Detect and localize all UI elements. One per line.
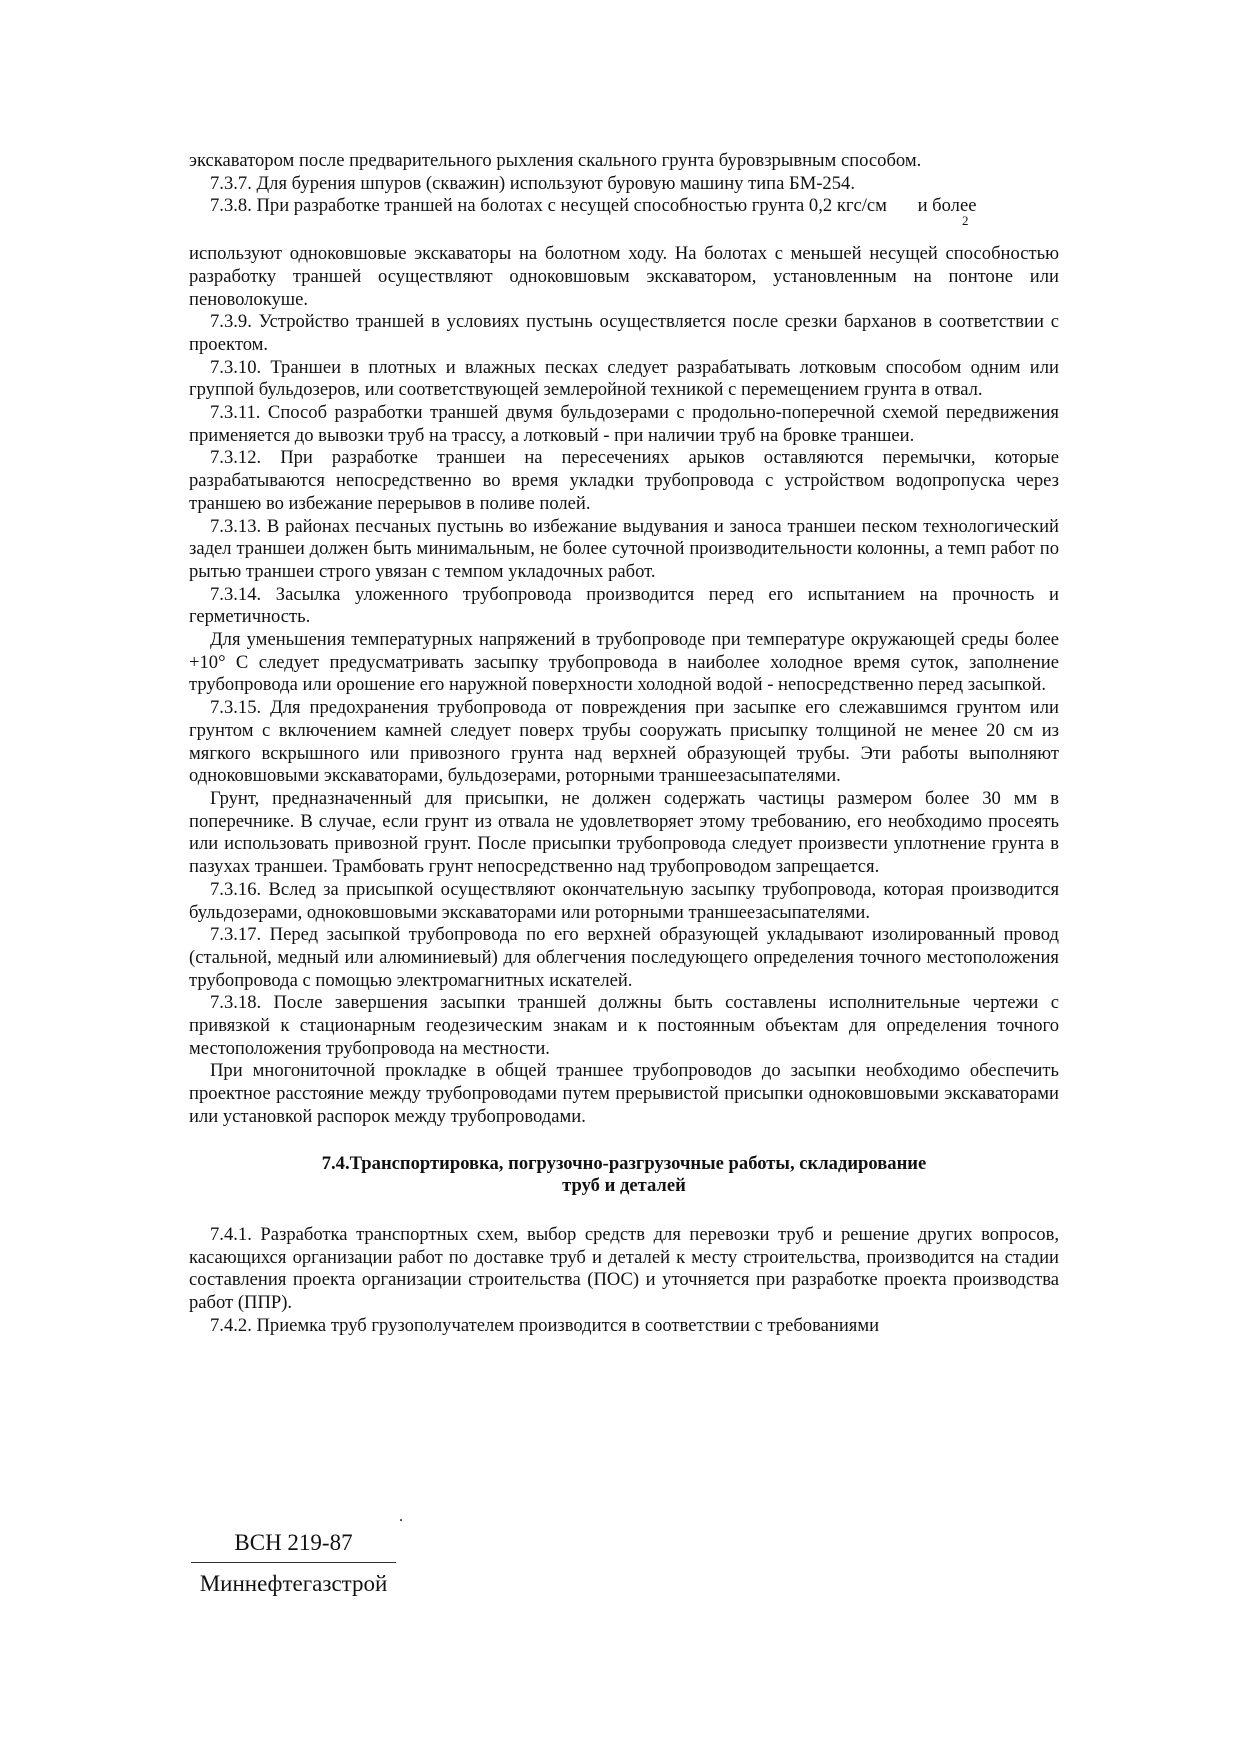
- stray-mark: .: [399, 1508, 403, 1525]
- paragraph-7-3-8-tail: и более: [912, 195, 977, 217]
- paragraph-p16: При многониточной прокладке в общей траншее трубопроводов до засыпки необходимо обеспечить проектное расстояние между трубопроводами путем прерывистой присыпки одноковшовыми экскаваторами или установкой распорок между трубопроводами.: [189, 1060, 1059, 1127]
- paragraph-list: [189, 243, 1059, 1128]
- paragraph-p18: 7.4.2. Приемка труб грузополучателем производится в соответствии с требованиями: [210, 1314, 880, 1336]
- paragraph-p9: 7.3.14. Засылка уложенного трубопровода производится перед его испытанием на прочность и герметичность.: [189, 583, 1059, 628]
- footer-stamp: [191, 1528, 396, 1599]
- paragraph-p11: 7.3.15. Для предохранения трубопровода от повреждения при засыпке его слежавшимся грунтом или грунтом с включением камней следует поверх трубы сооружать присыпку толщиной не менее 20 см из мягкого вскрышного или привозного грунта над верхней образующей трубы. Эти работы выполняют одноковшовыми экскаваторами, бульдозерами, роторными траншеезасыпателями.: [189, 697, 1059, 787]
- paragraph-p17: 7.4.1. Разработка транспортных схем, выбор средств для перевозки труб и решение других вопросов, касающихся организации работ по доставке труб и деталей к месту строительства, производится на стадии составления проекта организации строительства (ПОС) и уточняется при разработке проекта производства работ (ППР).: [189, 1223, 1059, 1314]
- section-heading-line-2: труб и деталей: [562, 1175, 686, 1197]
- paragraph-p3: используют одноковшовые экскаваторы на болотном ходу. На болотах с меньшей несущей способностью разработку траншей осуществляют одноковшовым экскаватором, установленным на понтоне или пеноволокуше.: [189, 243, 1059, 310]
- organization-name: Миннефтегазстрой: [199, 1571, 388, 1596]
- paragraph-p4: 7.3.9. Устройство траншей в условиях пустынь осуществляется после срезки барханов в соответствии с проектом.: [189, 311, 1059, 355]
- paragraph-p13: 7.3.16. Вслед за присыпкой осуществляют окончательную засыпку трубопровода, которая производится бульдозерами, одноковшовыми экскаваторами или роторными траншеезасыпателями.: [189, 878, 1059, 923]
- paragraph-p14: 7.3.17. Перед засыпкой трубопровода по его верхней образующей укладывают изолированный провод (стальной, медный или алюминиевый) для облегчения последующего определения точного местоположения трубопровода с помощью электромагнитных искателей.: [189, 924, 1059, 991]
- paragraph-p15: 7.3.18. После завершения засыпки траншей должны быть составлены исполнительные чертежи с привязкой к стационарным геодезическим знакам и к постоянным объектам для определения точного местоположения трубопровода на местности.: [189, 992, 1059, 1059]
- section-heading-line-1: 7.4.Транспортировка, погрузочно-разгрузочные работы, складирование: [321, 1152, 927, 1174]
- paragraph-p7: 7.3.12. При разработке траншеи на пересечениях арыков оставляются перемычки, которые разрабатываются непосредственно во время укладки трубопровода с устройством водопропуска через траншею во избежание перерывов в поливе полей.: [189, 447, 1059, 514]
- paragraph-p5: 7.3.10. Траншеи в плотных и влажных песках следует разрабатывать лотковым способом одним или группой бульдозеров, или соответствующей землеройной техникой с перемещением грунта в отвал.: [189, 356, 1059, 401]
- paragraph-list-after: [189, 1224, 1059, 1338]
- paragraph-7-3-7: 7.3.7. Для бурения шпуров (скважин) используют буровую машину типа БМ-254.: [210, 172, 855, 194]
- section-heading: [189, 1153, 1059, 1198]
- document-code: ВСН 219-87: [191, 1528, 396, 1563]
- paragraph-p10: Для уменьшения температурных напряжений в трубопроводе при температуре окружающей среды более +10° С следует предусматривать засыпку трубопровода в наиболее холодное время суток, заполнение трубопровода или орошение его наружной поверхности холодной водой - непосредственно перед засыпкой.: [189, 629, 1059, 696]
- paragraph-p12: Грунт, предназначенный для присыпки, не должен содержать частицы размером более 30 мм в поперечнике. В случае, если грунт из отвала не удовлетворяет этому требованию, его необходимо просеять или использовать привозной грунт. После присыпки трубопровода следует произвести уплотнение грунта в пазухах траншеи. Трамбовать грунт непосредственно над трубопроводом запрещается.: [189, 787, 1059, 878]
- paragraph-7-3-8-line: [189, 195, 1059, 229]
- superscript-2: 2: [962, 213, 969, 229]
- paragraph-p6: 7.3.11. Способ разработки траншей двумя бульдозерами с продольно-поперечной схемой передвижения применяется до вывозки труб на трассу, а лотковый - при наличии труб на бровке траншеи.: [189, 402, 1059, 446]
- paragraph-0: экскаватором после предварительного рыхления скального грунта буровзрывным способом.: [189, 150, 922, 171]
- document-page: [189, 150, 1059, 1337]
- paragraph-7-3-8-text: 7.3.8. При разработке траншей на болотах с несущей способностью грунта 0,2 кгс/см: [210, 195, 887, 217]
- paragraph-p8: 7.3.13. В районах песчаных пустынь во избежание выдувания и заноса траншеи песком технологический задел траншеи должен быть минимальным, не более суточной производительности колонны, а темп работ по рытью траншеи строго увязан с темпом укладочных работ.: [189, 515, 1059, 582]
